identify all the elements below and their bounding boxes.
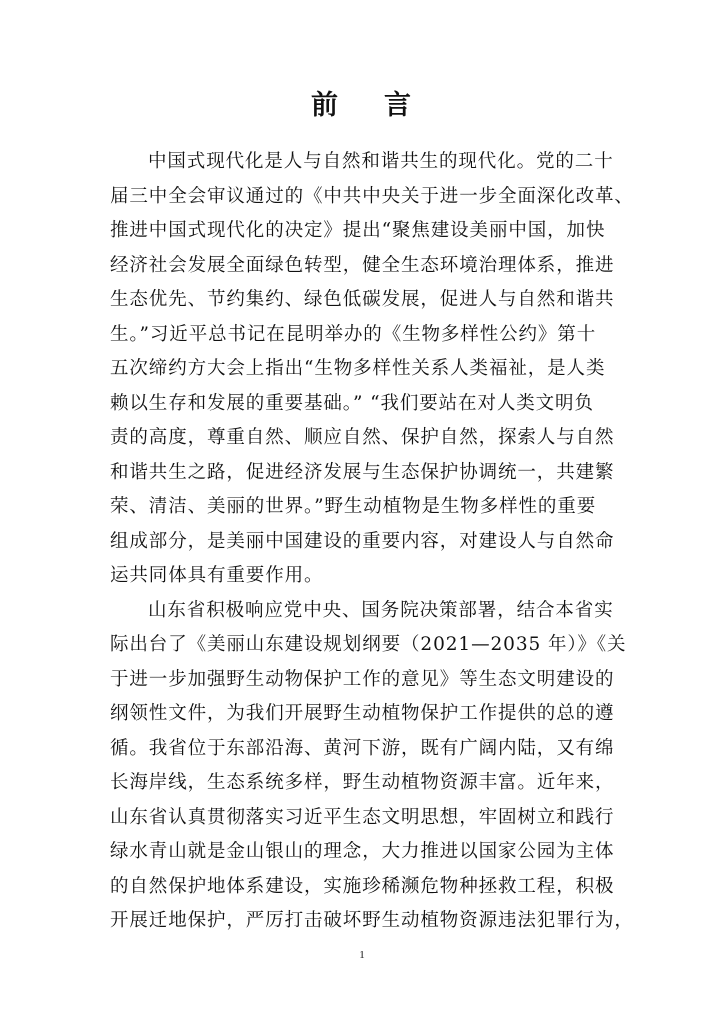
title-char-1: 前 xyxy=(311,90,340,121)
title-char-2: 言 xyxy=(384,90,413,121)
paragraph-2-line-2: 际出台了《美丽山东建设规划纲要（2021—2035 年）》《关 xyxy=(110,634,627,655)
paragraph-2-line-10: 开展迁地保护，严厉打击破坏野生动植物资源违法犯罪行为， xyxy=(110,910,634,931)
paragraph-2-line-5: 循。我省位于东部沿海、黄河下游，既有广阔内陆，又有绵 xyxy=(110,737,615,759)
paragraph-2-line-6: 长海岸线，生态系统多样，野生动植物资源丰富。近年来， xyxy=(110,772,615,793)
paragraph-2-line-8: 绿水青山就是金山银山的理念，大力推进以国家公园为主体 xyxy=(110,841,615,862)
paragraph-1-line-12: 组成部分，是美丽中国建设的重要内容，对建设人与自然命 xyxy=(110,530,615,552)
paragraph-1-line-13: 运共同体具有重要作用。 xyxy=(110,565,324,586)
paragraph-1-line-2: 届三中全会审议通过的《中共中央关于进一步全面深化改革、 xyxy=(110,185,634,207)
paragraph-2-line-1: 山东省积极响应党中央、国务院决策部署，结合本省实 xyxy=(148,599,614,621)
paragraph-1-line-4: 经济社会发展全面绿色转型，健全生态环境治理体系，推进 xyxy=(110,254,615,276)
paragraph-1-line-7: 五次缔约方大会上指出“生物多样性关系人类福祉，是人类 xyxy=(110,358,606,379)
paragraph-1-line-3: 推进中国式现代化的决定》提出“聚焦建设美丽中国，加快 xyxy=(110,220,606,241)
paragraph-1-line-8: 赖以生存和发展的重要基础。” “我们要站在对人类文明负 xyxy=(110,392,594,414)
body-text xyxy=(110,145,634,939)
paragraph-1-line-1: 中国式现代化是人与自然和谐共生的现代化。党的二十 xyxy=(148,151,614,172)
paragraph-1-line-6: 生。”习近平总书记在昆明举办的《生物多样性公约》第十 xyxy=(110,323,597,345)
paragraph-2-line-4: 纲领性文件，为我们开展野生动植物保护工作提供的总的遵 xyxy=(110,703,615,724)
paragraph-2-line-9: 的自然保护地体系建设，实施珍稀濒危物种拯救工程，积极 xyxy=(110,875,615,897)
page-number: 1 xyxy=(359,949,365,961)
paragraph-1-line-11: 荣、清洁、美丽的世界。”野生动植物是生物多样性的重要 xyxy=(110,496,597,517)
paragraph-1-line-10: 和谐共生之路，促进经济发展与生态保护协调统一，共建繁 xyxy=(110,461,615,483)
page-title xyxy=(0,86,724,126)
paragraph-2-line-7: 山东省认真贯彻落实习近平生态文明思想，牢固树立和践行 xyxy=(110,806,615,828)
paragraph-2-line-3: 于进一步加强野生动物保护工作的意见》等生态文明建设的 xyxy=(110,668,615,690)
paragraph-1-line-5: 生态优先、节约集约、绿色低碳发展，促进人与自然和谐共 xyxy=(110,289,615,310)
paragraph-1-line-9: 责的高度，尊重自然、顺应自然、保护自然，探索人与自然 xyxy=(110,427,615,448)
